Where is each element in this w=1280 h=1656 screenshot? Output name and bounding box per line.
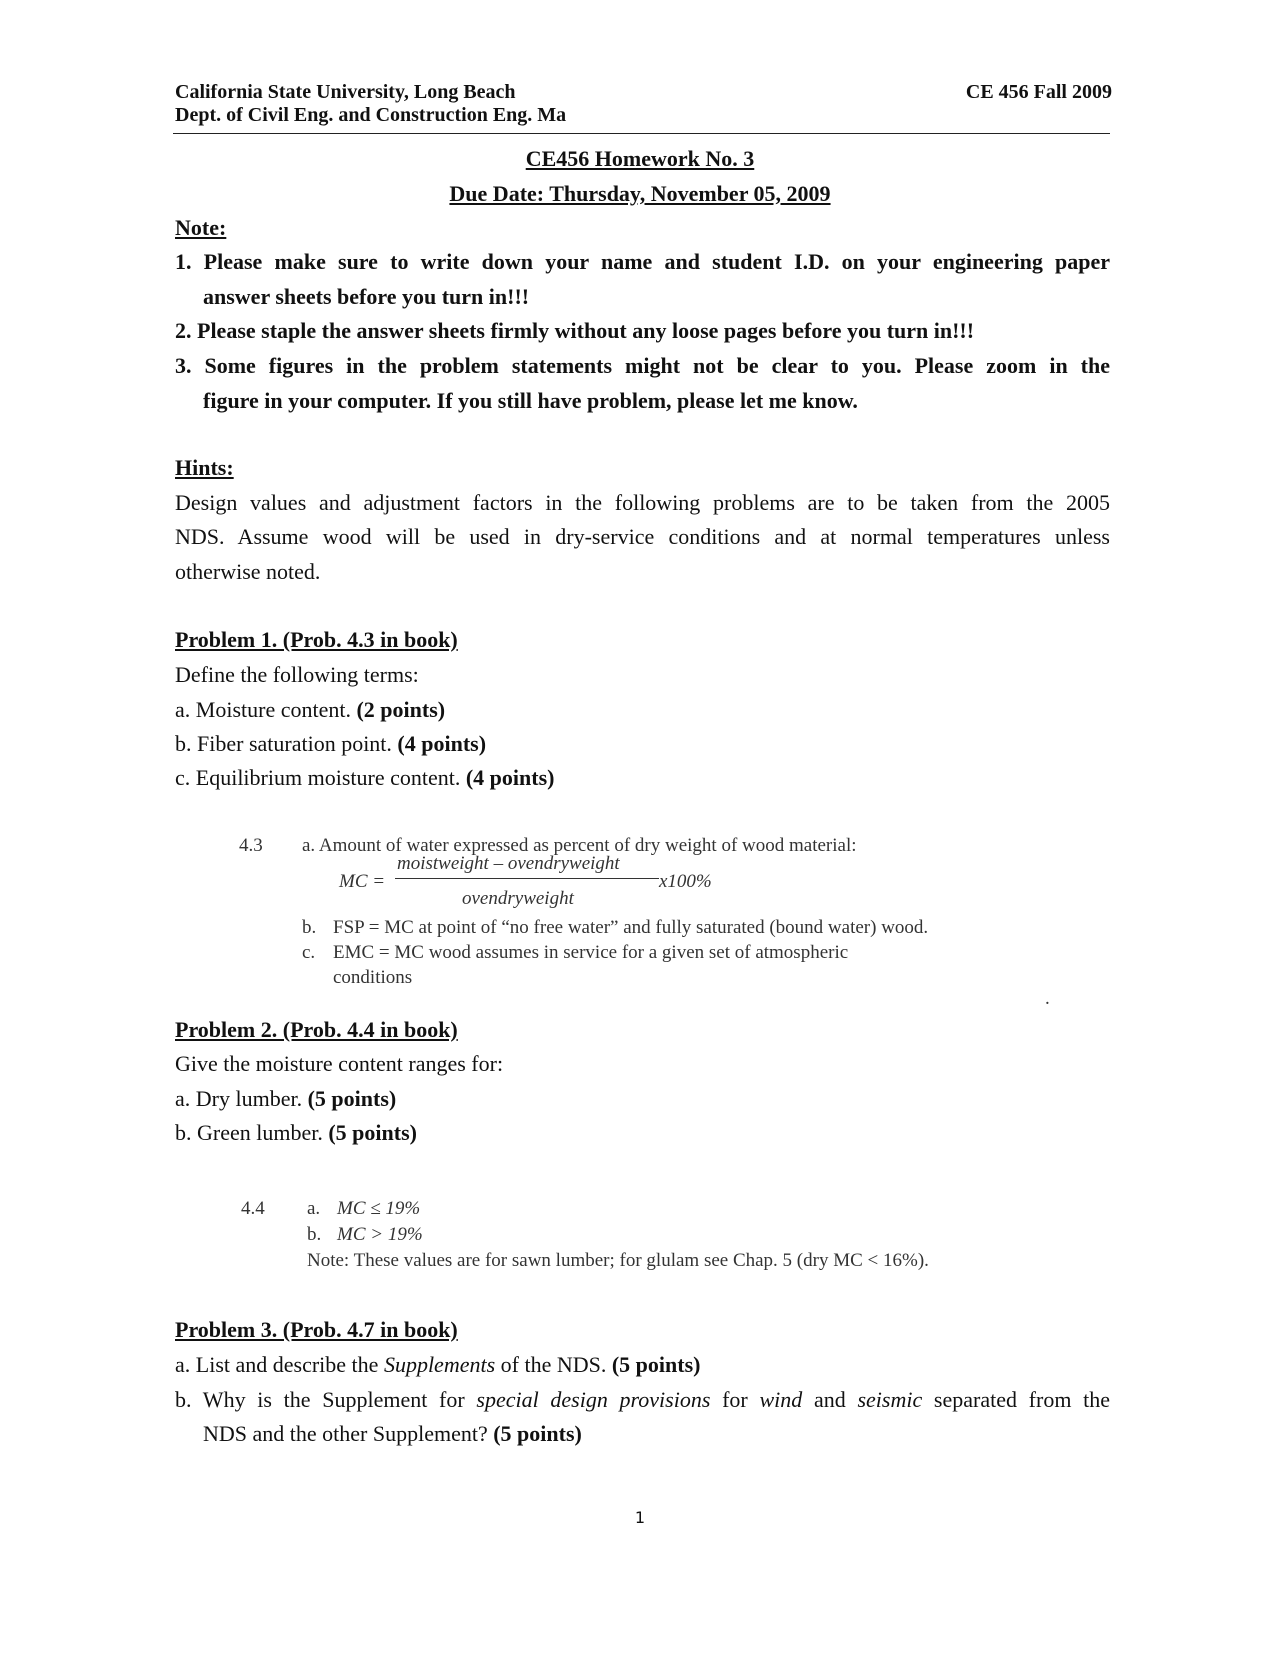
problem-1-part-c: c. Equilibrium moisture content. (4 points) <box>175 765 555 790</box>
problem-2-part-b: b. Green lumber. (5 points) <box>175 1120 417 1145</box>
problem-2-intro: Give the moisture content ranges for: <box>175 1051 504 1076</box>
answer-b: FSP = MC at point of “no free water” and fully saturated (bound water) wood. <box>333 917 929 938</box>
page-number: 1 <box>634 1508 646 1527</box>
fraction-bar <box>395 878 659 879</box>
points-badge: (5 points) <box>307 1086 397 1111</box>
note-item-3-cont: figure in your computer. If you still have problem, please let me know. <box>203 388 858 413</box>
answer-b-label: b. <box>307 1224 322 1245</box>
answer-a-label: a. <box>307 1198 321 1219</box>
formula-denominator: ovendryweight <box>462 888 574 909</box>
answer-b: MC > 19% <box>337 1224 423 1245</box>
problem-3-part-b-cont: NDS and the other Supplement? (5 points) <box>203 1421 582 1446</box>
points-badge: (4 points) <box>397 731 487 756</box>
header-divider <box>173 133 1110 134</box>
problem-3-part-a: a. List and describe the Supplements of the NDS. (5 points) <box>175 1352 701 1377</box>
answer-c-cont: conditions <box>333 967 413 988</box>
problem-1-part-b: b. Fiber saturation point. (4 points) <box>175 731 487 756</box>
problem-1-part-a: a. Moisture content. (2 points) <box>175 697 446 722</box>
hints-heading: Hints: <box>175 455 234 480</box>
problem-1-heading: Problem 1. (Prob. 4.3 in book) <box>175 627 458 652</box>
due-date: Due Date: Thursday, November 05, 2009 <box>449 181 831 206</box>
answer-number: 4.3 <box>239 835 263 856</box>
note-item-2: 2. Please staple the answer sheets firmly without any loose pages before you turn in!!! <box>175 318 975 343</box>
university-name: California State University, Long Beach <box>175 81 516 103</box>
points-badge: (2 points) <box>356 697 446 722</box>
formula-numerator: moistweight – ovendryweight <box>397 853 620 874</box>
problem-1-intro: Define the following terms: <box>175 662 419 687</box>
hints-line-2: NDS. Assume wood will be used in dry-service conditions and at normal temperatures unless <box>175 524 1110 549</box>
answer-a: MC ≤ 19% <box>337 1198 421 1219</box>
problem-2-heading: Problem 2. (Prob. 4.4 in book) <box>175 1017 458 1042</box>
answer-a: a. Amount of water expressed as percent of dry weight of wood material: <box>302 835 857 856</box>
department-name: Dept. of Civil Eng. and Construction Eng. Ma <box>175 104 567 126</box>
answer-c: EMC = MC wood assumes in service for a given set of atmospheric <box>333 942 849 963</box>
note-item-1-cont: answer sheets before you turn in!!! <box>203 284 530 309</box>
note-heading: Note: <box>175 215 227 240</box>
hints-line-3: otherwise noted. <box>175 559 321 584</box>
course-label: CE 456 Fall 2009 <box>965 81 1112 103</box>
answer-c-label: c. <box>302 942 316 963</box>
problem-3-heading: Problem 3. (Prob. 4.7 in book) <box>175 1317 458 1342</box>
points-badge: (4 points) <box>465 765 555 790</box>
answer-number: 4.4 <box>241 1198 265 1219</box>
problem-3-part-b: b. Why is the Supplement for special design provisions for wind and seismic separated from the <box>175 1387 1111 1412</box>
stray-dot: . <box>1045 988 1050 1009</box>
answer-b-label: b. <box>302 917 317 938</box>
note-item-1: 1. Please make sure to write down your name and student I.D. on your engineering paper <box>175 249 1110 274</box>
note-item-3: 3. Some figures in the problem statements might not be clear to you. Please zoom in the <box>175 353 1110 378</box>
problem-2-part-a: a. Dry lumber. (5 points) <box>175 1086 397 1111</box>
page-title: CE456 Homework No. 3 <box>525 146 755 171</box>
mc-label: MC = <box>339 871 386 892</box>
points-badge: (5 points) <box>611 1352 701 1377</box>
formula-multiplier: x100% <box>659 871 712 892</box>
points-badge: (5 points) <box>493 1421 582 1446</box>
points-badge: (5 points) <box>328 1120 417 1145</box>
answer-note: Note: These values are for sawn lumber; for glulam see Chap. 5 (dry MC < 16%). <box>307 1250 929 1271</box>
hints-line-1: Design values and adjustment factors in the following problems are to be taken from the 2005 <box>175 490 1110 515</box>
